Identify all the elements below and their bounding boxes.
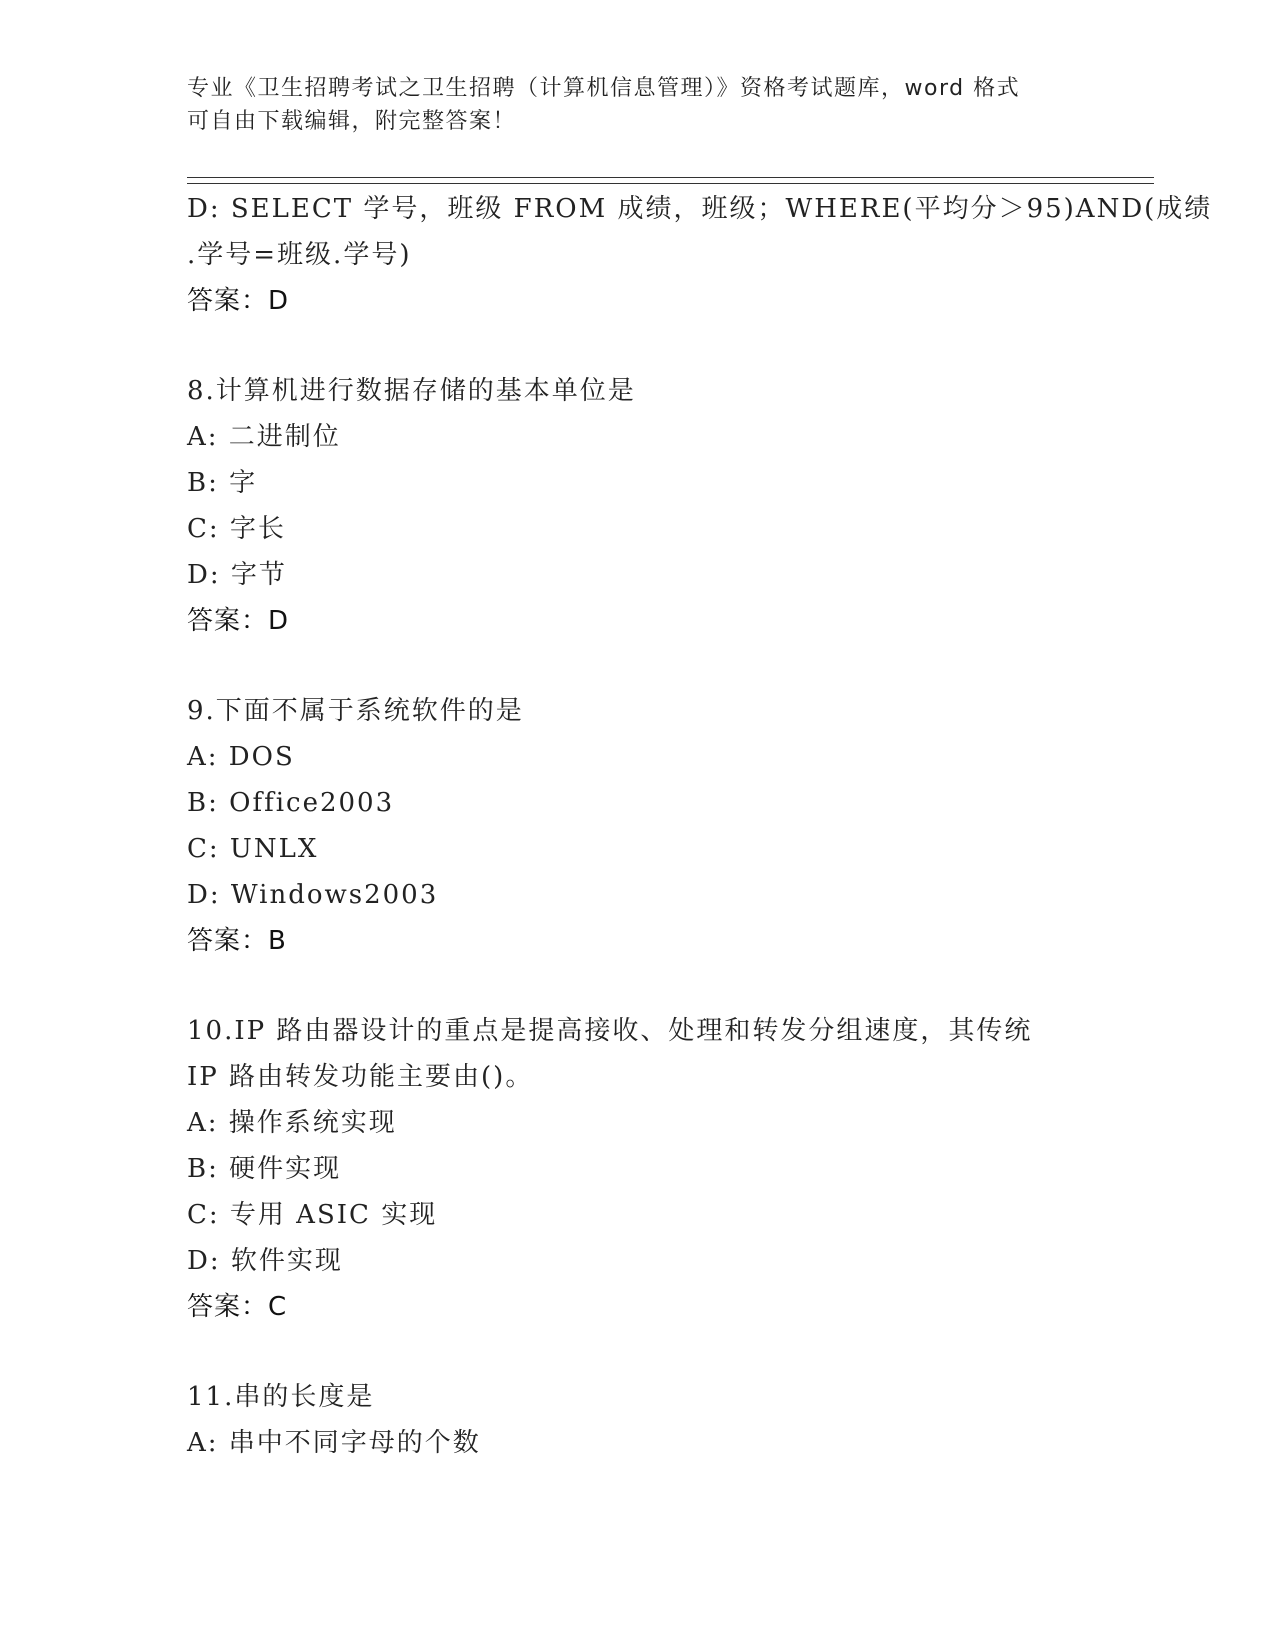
question-text-continued: IP 路由转发功能主要由()。 [187, 1062, 534, 1092]
option-c: C: 专用 ASIC 实现 [187, 1200, 438, 1230]
question-text: 11.串的长度是 [187, 1382, 375, 1412]
option-d: D: 字节 [187, 560, 287, 590]
option-d: D: SELECT 学号，班级 FROM 成绩，班级；WHERE(平均分＞95)AND(成绩 [187, 194, 1213, 224]
question-block-11 [187, 1374, 1107, 1466]
question-list [187, 186, 1213, 1466]
option-a: A: DOS [187, 742, 295, 772]
option-d: D: Windows2003 [187, 880, 439, 910]
question-text: 8.计算机进行数据存储的基本单位是 [187, 376, 636, 406]
question-block-8 [187, 368, 1107, 644]
answer-label: 答案：B [187, 926, 287, 956]
option-b: B: 字 [187, 468, 258, 498]
question-block-9 [187, 688, 1107, 964]
header-title-line2: 可自由下载编辑，附完整答案！ [187, 109, 517, 134]
option-a: A: 二进制位 [187, 422, 341, 452]
question-text: 9.下面不属于系统软件的是 [187, 696, 524, 726]
option-d: D: 软件实现 [187, 1246, 343, 1276]
header-divider [187, 177, 1154, 184]
option-a: A: 串中不同字母的个数 [187, 1428, 481, 1458]
option-d-continued: .学号=班级.学号) [187, 240, 412, 270]
page-header [187, 72, 1087, 138]
option-c: C: 字长 [187, 514, 286, 544]
option-a: A: 操作系统实现 [187, 1108, 397, 1138]
option-c: C: UNLX [187, 834, 319, 864]
answer-label: 答案：D [187, 606, 290, 636]
answer-label: 答案：C [187, 1292, 288, 1322]
answer-label: 答案：D [187, 286, 290, 316]
option-b: B: Office2003 [187, 788, 395, 818]
question-block-7 [187, 186, 1213, 324]
header-title-line1: 专业《卫生招聘考试之卫生招聘（计算机信息管理）》资格考试题库，word 格式 [187, 76, 1021, 101]
option-b: B: 硬件实现 [187, 1154, 342, 1184]
question-text: 10.IP 路由器设计的重点是提高接收、处理和转发分组速度，其传统 [187, 1016, 1033, 1046]
question-block-10 [187, 1008, 1107, 1330]
